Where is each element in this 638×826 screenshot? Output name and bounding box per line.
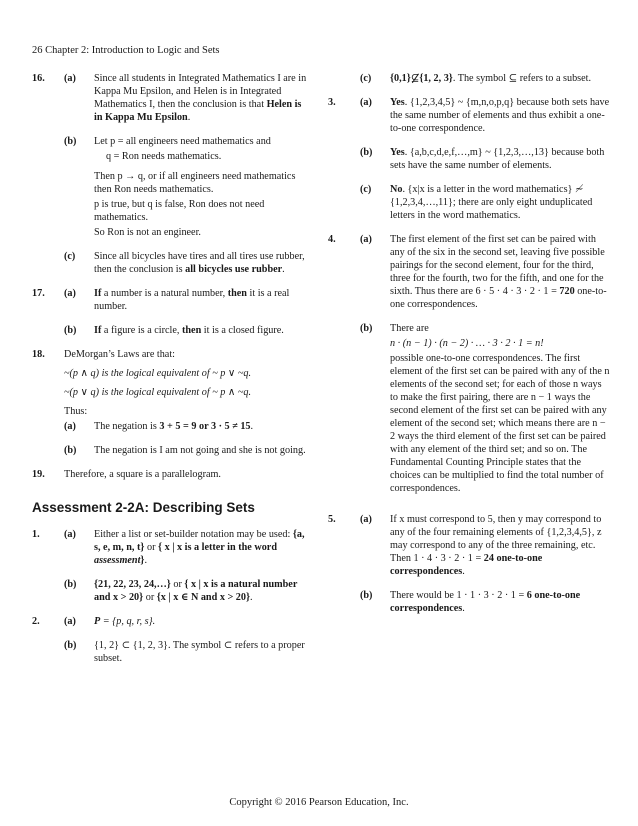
demorgan-law-1: ~(p ∧ q) is the logical equivalent of ~ p ∨ ~q. [64,368,252,379]
answer-text: Since all students in Integrated Mathematics I are in Kappa Mu Epsilon, and Helen is in Integrated Mathematics I, then the conclusion is that [94,73,307,110]
part-b [64,578,307,604]
answer-yes: Yes [390,97,405,108]
assessment-2c [328,72,610,85]
answer-text: . {x|x is a letter in the word mathematics} ≁ {1,2,3,4,…,11}; there are only eight unduplicated letters in the word mathematics. [390,184,593,221]
answer-text: it is a closed figure. [201,325,284,336]
answer-line: p is true, but q is false, Ron does not need mathematics. [94,199,265,223]
part-a [360,96,610,135]
answer-line: There are [390,323,429,334]
answer-text: or [144,542,159,553]
answer-text: . The symbol ⊂ refers to a proper subset. [94,640,305,664]
answer-text: Thus: [64,406,88,417]
answer-text: one-to-one correspondences. [390,286,607,310]
answer-text: The negation is I am not going and she is not going. [94,445,306,456]
part-label: (b) [64,325,77,336]
problem-number: 5. [328,514,336,525]
part-a [64,615,307,628]
then-keyword: then [181,325,202,336]
answer-text [94,578,307,604]
punct: . [144,555,147,566]
part-a [64,72,307,124]
part-a [360,233,610,311]
answer-yes: Yes [390,147,405,158]
if-keyword: If [94,325,102,336]
part-c [360,72,610,85]
answer-text: . The symbol ⊆ refers to a subset. [452,73,592,84]
part-a [64,420,307,433]
answer-text [390,183,610,222]
part-b [64,135,307,239]
set-b: {1, 2, 3} [419,73,453,84]
answer-line: Let p = all engineers need mathematics and [94,136,271,147]
answer-count: 720 [559,286,575,297]
part-a [64,528,307,567]
assessment-4 [328,233,610,495]
answer-text [94,639,307,665]
answer-text [94,615,307,628]
answer-text: or [143,592,157,603]
answer-conclusion: all bicycles use rubber [185,264,283,275]
part-b [360,322,610,495]
answer-line: So Ron is not an engineer. [94,227,201,238]
answer-count: 6 one-to-one correspondences [390,590,581,614]
part-label: (c) [360,184,372,195]
punct: . [250,421,254,432]
answer-text: The negation is [94,421,160,432]
answer-text: or [170,579,185,590]
problem-17 [32,287,307,337]
answer-text: There would be 1 · 1 · 3 · 2 · 1 = [390,590,527,601]
if-keyword: If [94,288,102,299]
negation: 3 + 5 = 9 or 3 · 5 ≠ 15 [159,421,251,432]
part-b [360,146,610,172]
answer-text [94,528,307,567]
part-label: (a) [360,234,372,245]
answer-text: Since all bicycles have tires and all tires use rubber, then the conclusion is [94,251,305,275]
punct: . [462,603,465,614]
problem-19 [32,468,307,481]
set-list: {a, s, e, m, n, t} [94,529,305,553]
part-label: (b) [64,579,77,590]
set-name: P [94,616,101,627]
then-keyword: then [227,288,247,299]
answer-text [390,589,610,615]
part-label: (b) [360,147,373,158]
part-label: (a) [64,529,76,540]
assessment-1 [32,528,307,604]
part-b [360,589,610,615]
answer-text [94,287,307,313]
answer-text: . {a,b,c,d,e,f,…,m} ~ {1,2,3,…,13} because both sets have the same number of elements. [390,147,605,171]
problem-18 [32,348,307,457]
problem-16 [32,72,307,276]
part-label: (a) [360,97,372,108]
answer-no: No [390,184,403,195]
answer-text [390,233,610,311]
page-header: 26 Chapter 2: Introduction to Logic and Sets [32,45,220,56]
answer-conclusion: Helen is in Kappa Mu Epsilon [94,99,302,123]
answer-line: q = Ron needs mathematics. [106,151,222,162]
part-label: (a) [64,421,76,432]
answer-text: . {1,2,3,4,5} ~ {m,n,o,p,q} because both sets have the same number of elements and thus exhibit a one-to-one correspondence. [390,97,610,134]
punct: . [462,566,465,577]
set-def: = {p, q, r, s}. [100,616,156,627]
answer-text [94,72,307,124]
answer-line: Then p → q, or if all engineers need mathematics then Ron needs mathematics. [94,171,296,195]
problem-number: 18. [32,349,45,360]
answer-text: The first element of the first set can be paired with any of the six in the second set, leaving five possible pairings for the second element, four for the third, three for the fourth, two for the fifth, and one for the sixth. Thus there are 6 · 5 · 4 · 3 · 2 · 1 = [390,234,605,297]
part-label: (b) [360,590,373,601]
right-column [328,72,610,626]
part-c [64,250,307,276]
answer-text: a figure is a circle, [101,325,182,336]
answer-text [390,146,610,172]
assessment-2 [32,615,307,665]
set-builder-close: } [140,555,145,566]
answer-text: possible one-to-one correspondences. The first element of the first set can be paired with any of the n elements of the second set; for each of those n ways to make the first pairing, there are n − 1 ways the second element of the first set can be paired with any element of the second set; which means there are n − 2 ways the third element of the first set can be paired with any element of the third set; and so on. The Fundamental Counting Principle states that the choices can be multiplied to find the total number of correspondences. [390,353,610,494]
punct: . [250,592,253,603]
left-column [32,72,307,676]
answer-text [94,250,307,276]
part-a [64,287,307,313]
problem-number: 3. [328,97,336,108]
part-label: (b) [64,136,77,147]
part-label: (b) [360,323,373,334]
part-label: (a) [64,616,76,627]
set-list: {21, 22, 23, 24,…} [94,579,171,590]
factorial-expr: n · (n − 1) · (n − 2) · … · 3 · 2 · 1 = n! [390,338,544,349]
page-footer: Copyright © 2016 Pearson Education, Inc. [229,797,409,808]
part-label: (c) [64,251,76,262]
part-a [360,513,610,578]
set-builder: { x | x is a letter in the word [158,542,277,553]
assessment-5 [328,513,610,615]
part-label: (a) [64,288,76,299]
problem-number: 2. [32,616,40,627]
answer-text [94,324,307,337]
set-builder: { x | x is a natural number and x > 20} [94,579,298,603]
set-a: {0,1} [390,73,411,84]
punct: . [187,112,191,123]
part-label: (c) [360,73,372,84]
section-title: Assessment 2-2A: Describing Sets [32,500,255,515]
part-c [360,183,610,222]
answer-text: DeMorgan’s Laws are that: [64,349,175,360]
answer-text [390,72,610,85]
set-builder-alt: {x | x ∈ N and x > 20} [156,592,251,603]
part-label: (b) [64,445,77,456]
part-label: (a) [360,514,372,525]
set-builder-word: assessment [94,555,141,566]
problem-number: 17. [32,288,45,299]
problem-number: 4. [328,234,336,245]
answer-text: Therefore, a square is a parallelogram. [64,469,221,480]
answer-text: a number is a natural number, [101,288,228,299]
problem-number: 1. [32,529,40,540]
problem-number: 19. [32,469,45,480]
assessment-3 [328,96,610,222]
punct: . [282,264,285,275]
demorgan-law-2: ~(p ∨ q) is the logical equivalent of ~ p ∧ ~q. [64,387,252,398]
part-b [64,639,307,665]
not-subset-symbol: ⊆ [410,73,420,84]
answer-text [390,96,610,135]
answer-text: Either a list or set-builder notation may be used: [94,529,293,540]
part-label: (b) [64,640,77,651]
problem-number: 16. [32,73,45,84]
part-label: (a) [64,73,76,84]
answer-text: it is a real number. [94,288,290,312]
answer-text [94,420,307,433]
part-b [64,324,307,337]
subset-expr: {1, 2} ⊂ {1, 2, 3} [94,640,168,651]
part-b [64,444,307,457]
answer-count: 24 one-to-one correspondences [390,553,543,577]
answer-text [390,513,610,578]
answer-text: If x must correspond to 5, then y may correspond to any of the four remaining elements of {1,2,3,4,5}, z may correspond to any of the three remaining, etc. Then 1 · 4 · 3 · 2 · 1 = [390,514,602,564]
